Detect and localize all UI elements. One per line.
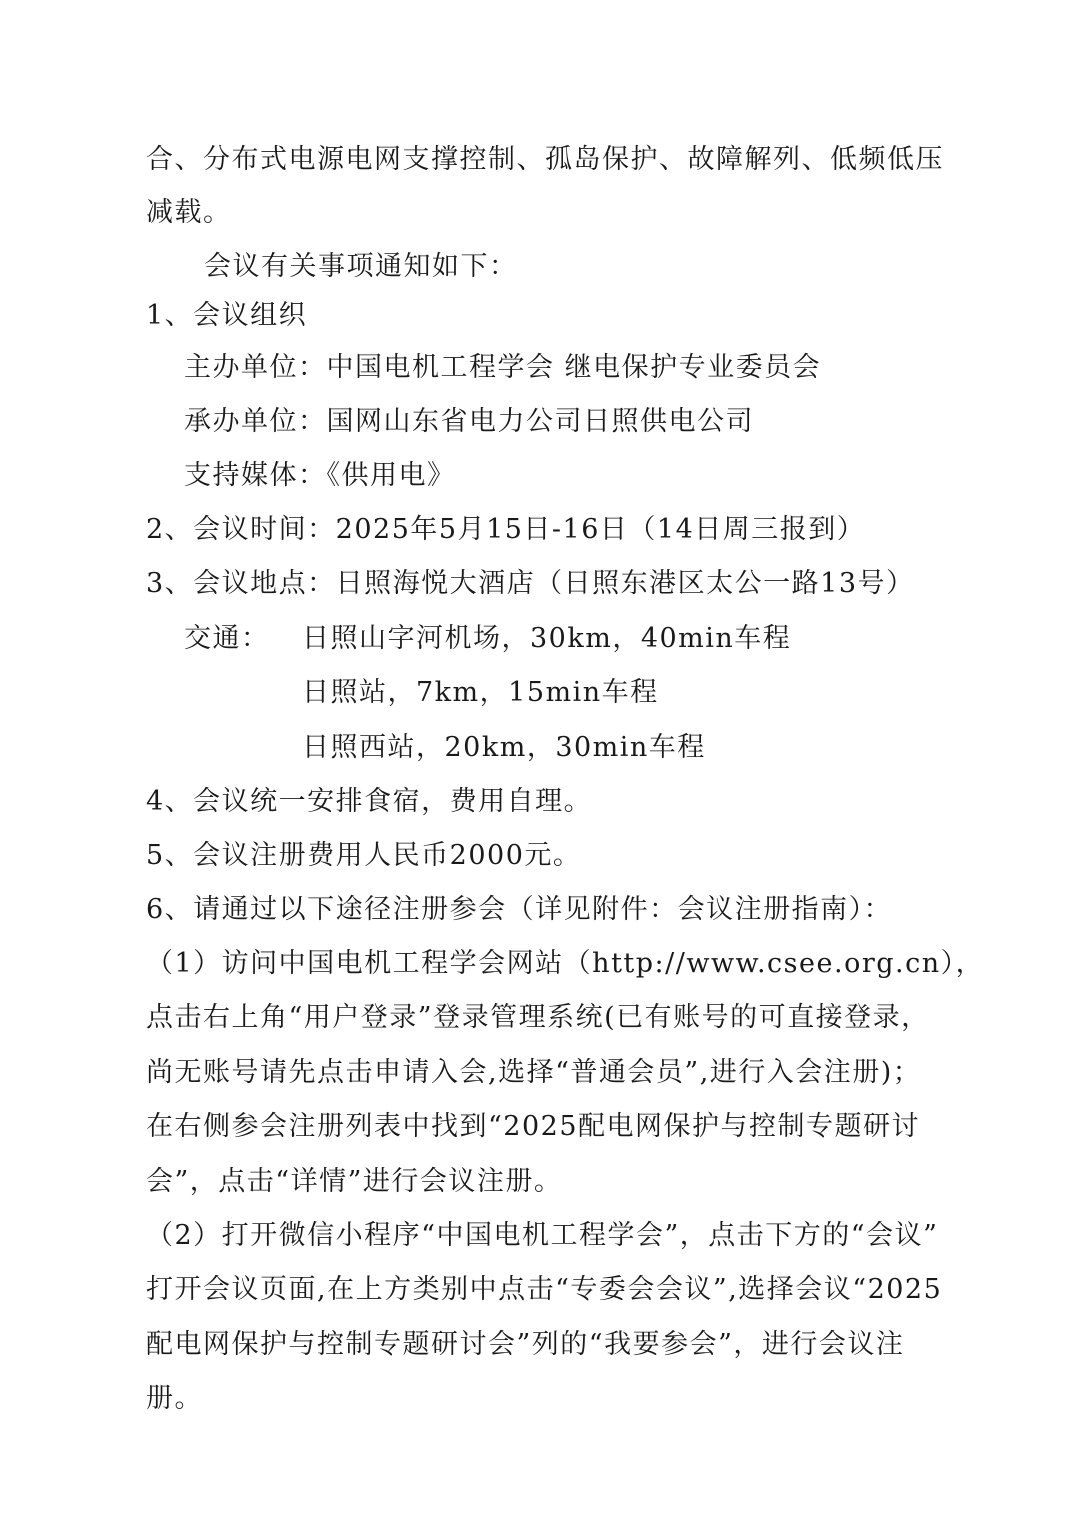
section-heading: 1、会议组织 bbox=[146, 300, 308, 331]
registration-heading: 6、请通过以下途径注册参会（详见附件：会议注册指南）： bbox=[146, 894, 893, 925]
meeting-time: 2、会议时间：2025年5月15日-16日（14日周三报到） bbox=[146, 514, 866, 545]
body-text-line: 合、分布式电源电网支撑控制、孤岛保护、故障解列、低频低压 bbox=[146, 144, 944, 175]
registration-step: 配电网保护与控制专题研讨会”列的“我要参会”，进行会议注 bbox=[146, 1329, 905, 1360]
registration-step: 尚无账号请先点击申请入会,选择“普通会员”,进行入会注册)； bbox=[146, 1057, 922, 1088]
registration-step: （2）打开微信小程序“中国电机工程学会”，点击下方的“会议” bbox=[146, 1220, 939, 1251]
registration-step: 会”，点击“详情”进行会议注册。 bbox=[146, 1166, 563, 1197]
co-organizer-line: 承办单位：国网山东省电力公司日照供电公司 bbox=[184, 406, 754, 437]
registration-step: 在右侧参会注册列表中找到“2025配电网保护与控制专题研讨 bbox=[146, 1111, 921, 1142]
meeting-location: 3、会议地点：日照海悦大酒店（日照东港区太公一路13号） bbox=[146, 568, 915, 599]
transport-item: 日照西站，20km，30min车程 bbox=[302, 732, 706, 763]
intro-line: 会议有关事项通知如下： bbox=[204, 251, 518, 282]
media-line: 支持媒体：《供用电》 bbox=[184, 460, 456, 491]
body-text-line: 减载。 bbox=[146, 197, 232, 228]
transport-item: 日照山字河机场，30km，40min车程 bbox=[302, 623, 792, 654]
registration-step: （1）访问中国电机工程学会网站（http://www.csee.org.cn）， bbox=[146, 948, 985, 979]
transport-item: 日照站，7km，15min车程 bbox=[302, 677, 659, 708]
transport-label: 交通： bbox=[184, 623, 270, 654]
registration-step: 册。 bbox=[146, 1383, 203, 1414]
registration-step: 点击右上角“用户登录”登录管理系统(已有账号的可直接登录， bbox=[146, 1002, 930, 1033]
accommodation-line: 4、会议统一安排食宿，费用自理。 bbox=[146, 786, 593, 817]
organizer-line: 主办单位：中国电机工程学会 继电保护专业委员会 bbox=[184, 352, 822, 383]
fee-line: 5、会议注册费用人民币2000元。 bbox=[146, 840, 582, 871]
registration-step: 打开会议页面,在上方类别中点击“专委会会议”,选择会议“2025 bbox=[146, 1274, 943, 1305]
